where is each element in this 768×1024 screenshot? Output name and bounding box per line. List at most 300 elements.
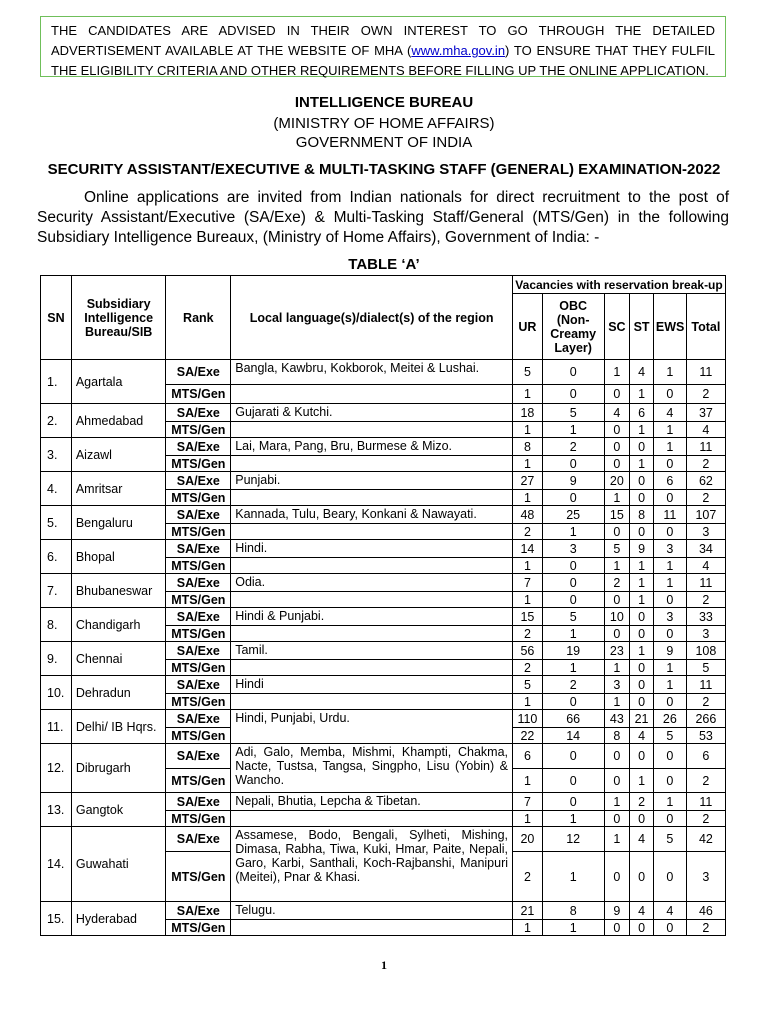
advisory-notice-box [40, 16, 726, 77]
mts-gen-obc: 1 [542, 811, 604, 827]
mts-gen-st: 0 [630, 524, 654, 540]
sa-exe-ur: 6 [513, 744, 543, 769]
mts-gen-total: 2 [686, 592, 725, 608]
sa-exe-ur: 20 [513, 827, 543, 852]
sa-exe-ews: 11 [653, 506, 686, 524]
empty-language-cell [231, 920, 513, 936]
mts-gen-sc: 0 [604, 769, 630, 793]
mts-gen-ews: 0 [653, 490, 686, 506]
sa-exe-ews: 4 [653, 404, 686, 422]
header-sn: SN [41, 276, 72, 360]
mts-gen-ur: 2 [513, 852, 543, 902]
sa-exe-st: 0 [630, 438, 654, 456]
sa-exe-total: 108 [686, 642, 725, 660]
mts-gen-total: 3 [686, 852, 725, 902]
sa-exe-ur: 18 [513, 404, 543, 422]
local-languages: Bangla, Kawbru, Kokborok, Meitei & Lushai. [231, 360, 513, 385]
mts-gen-sc: 1 [604, 558, 630, 574]
sa-exe-ur: 56 [513, 642, 543, 660]
empty-language-cell [231, 385, 513, 404]
serial-number: 5. [41, 506, 72, 540]
sa-exe-ews: 4 [653, 902, 686, 920]
local-languages: Odia. [231, 574, 513, 592]
mts-gen-total: 2 [686, 920, 725, 936]
mts-gen-ur: 1 [513, 558, 543, 574]
sa-exe-total: 6 [686, 744, 725, 769]
sa-exe-total: 11 [686, 793, 725, 811]
sa-exe-ur: 110 [513, 710, 543, 728]
sa-exe-st: 0 [630, 472, 654, 490]
sa-exe-obc: 0 [542, 360, 604, 385]
rank-mts-gen: MTS/Gen [166, 811, 231, 827]
mts-gen-sc: 0 [604, 592, 630, 608]
sa-exe-obc: 8 [542, 902, 604, 920]
mts-gen-ews: 5 [653, 728, 686, 744]
sa-exe-ews: 1 [653, 676, 686, 694]
table-row [41, 574, 726, 592]
sa-exe-st: 1 [630, 642, 654, 660]
sib-name: Chandigarh [71, 608, 166, 642]
sa-exe-st: 8 [630, 506, 654, 524]
sib-name: Hyderabad [71, 902, 166, 936]
mts-gen-ur: 1 [513, 385, 543, 404]
rank-mts-gen: MTS/Gen [166, 728, 231, 744]
local-languages: Punjabi. [231, 472, 513, 490]
mts-gen-st: 0 [630, 694, 654, 710]
header-ews: EWS [653, 294, 686, 360]
local-languages: Telugu. [231, 902, 513, 920]
sa-exe-sc: 0 [604, 438, 630, 456]
local-languages: Hindi [231, 676, 513, 694]
mts-gen-obc: 0 [542, 694, 604, 710]
sib-name: Gangtok [71, 793, 166, 827]
table-row [41, 676, 726, 694]
sa-exe-obc: 19 [542, 642, 604, 660]
ministry-title: (MINISTRY OF HOME AFFAIRS) [273, 115, 495, 132]
sa-exe-total: 46 [686, 902, 725, 920]
mts-gen-obc: 0 [542, 385, 604, 404]
mts-gen-st: 0 [630, 920, 654, 936]
local-languages: Gujarati & Kutchi. [231, 404, 513, 422]
serial-number: 3. [41, 438, 72, 472]
mts-gen-ur: 1 [513, 422, 543, 438]
mts-gen-sc: 8 [604, 728, 630, 744]
mts-gen-obc: 0 [542, 456, 604, 472]
sib-name: Delhi/ IB Hqrs. [71, 710, 166, 744]
rank-mts-gen: MTS/Gen [166, 920, 231, 936]
sib-name: Amritsar [71, 472, 166, 506]
sa-exe-obc: 12 [542, 827, 604, 852]
mts-gen-ews: 0 [653, 694, 686, 710]
table-row [41, 404, 726, 422]
mts-gen-ews: 1 [653, 660, 686, 676]
mts-gen-ews: 0 [653, 769, 686, 793]
mts-gen-obc: 0 [542, 558, 604, 574]
sa-exe-total: 37 [686, 404, 725, 422]
rank-mts-gen: MTS/Gen [166, 385, 231, 404]
table-row [41, 506, 726, 524]
sa-exe-total: 11 [686, 676, 725, 694]
mts-gen-sc: 0 [604, 852, 630, 902]
rank-sa-exe: SA/Exe [166, 360, 231, 385]
serial-number: 14. [41, 827, 72, 902]
vacancy-table [40, 275, 726, 936]
sib-name: Guwahati [71, 827, 166, 902]
empty-language-cell [231, 490, 513, 506]
serial-number: 4. [41, 472, 72, 506]
serial-number: 15. [41, 902, 72, 936]
rank-sa-exe: SA/Exe [166, 710, 231, 728]
mts-gen-obc: 0 [542, 490, 604, 506]
mts-gen-st: 0 [630, 852, 654, 902]
sa-exe-total: 11 [686, 574, 725, 592]
vacancy-table-body [41, 360, 726, 936]
mts-gen-total: 4 [686, 558, 725, 574]
sib-name: Dibrugarh [71, 744, 166, 793]
mts-gen-st: 0 [630, 490, 654, 506]
mts-gen-total: 2 [686, 385, 725, 404]
mts-gen-st: 0 [630, 811, 654, 827]
sib-name: Agartala [71, 360, 166, 404]
sa-exe-st: 1 [630, 574, 654, 592]
empty-language-cell [231, 626, 513, 642]
header-vacancies: Vacancies with reservation break-up [513, 276, 726, 294]
local-languages: Tamil. [231, 642, 513, 660]
mts-gen-ur: 1 [513, 490, 543, 506]
serial-number: 9. [41, 642, 72, 676]
table-row [41, 744, 726, 769]
mts-gen-st: 0 [630, 660, 654, 676]
mts-gen-ur: 2 [513, 660, 543, 676]
mts-gen-ews: 0 [653, 385, 686, 404]
empty-language-cell [231, 456, 513, 472]
rank-mts-gen: MTS/Gen [166, 660, 231, 676]
sa-exe-ews: 1 [653, 438, 686, 456]
sa-exe-st: 4 [630, 827, 654, 852]
mts-gen-obc: 1 [542, 660, 604, 676]
mts-gen-sc: 0 [604, 920, 630, 936]
table-row [41, 438, 726, 456]
sa-exe-obc: 0 [542, 574, 604, 592]
mts-gen-st: 1 [630, 422, 654, 438]
mts-gen-ews: 0 [653, 852, 686, 902]
sa-exe-ur: 8 [513, 438, 543, 456]
mts-gen-sc: 0 [604, 626, 630, 642]
sa-exe-ews: 1 [653, 793, 686, 811]
sa-exe-ur: 48 [513, 506, 543, 524]
mts-gen-ur: 1 [513, 694, 543, 710]
sa-exe-sc: 43 [604, 710, 630, 728]
sa-exe-ews: 6 [653, 472, 686, 490]
sa-exe-ews: 26 [653, 710, 686, 728]
table-row [41, 642, 726, 660]
table-row [41, 472, 726, 490]
sa-exe-sc: 3 [604, 676, 630, 694]
table-row [41, 710, 726, 728]
sa-exe-obc: 66 [542, 710, 604, 728]
header-language: Local language(s)/dialect(s) of the region [231, 276, 513, 360]
sa-exe-obc: 5 [542, 404, 604, 422]
sa-exe-st: 0 [630, 676, 654, 694]
rank-mts-gen: MTS/Gen [166, 456, 231, 472]
rank-mts-gen: MTS/Gen [166, 422, 231, 438]
mts-gen-sc: 1 [604, 660, 630, 676]
table-row [41, 902, 726, 920]
mts-gen-st: 4 [630, 728, 654, 744]
mts-gen-obc: 1 [542, 852, 604, 902]
sa-exe-obc: 25 [542, 506, 604, 524]
mts-gen-ews: 1 [653, 558, 686, 574]
sib-name: Bhubaneswar [71, 574, 166, 608]
serial-number: 13. [41, 793, 72, 827]
rank-sa-exe: SA/Exe [166, 642, 231, 660]
header-ur: UR [513, 294, 543, 360]
sa-exe-ews: 9 [653, 642, 686, 660]
sib-name: Ahmedabad [71, 404, 166, 438]
sa-exe-sc: 10 [604, 608, 630, 626]
local-languages: Hindi. [231, 540, 513, 558]
mts-gen-sc: 1 [604, 490, 630, 506]
sa-exe-total: 107 [686, 506, 725, 524]
local-languages: Hindi & Punjabi. [231, 608, 513, 626]
sa-exe-obc: 2 [542, 438, 604, 456]
sa-exe-sc: 1 [604, 793, 630, 811]
sa-exe-total: 62 [686, 472, 725, 490]
rank-mts-gen: MTS/Gen [166, 592, 231, 608]
mts-gen-st: 0 [630, 626, 654, 642]
mts-gen-ur: 1 [513, 811, 543, 827]
empty-language-cell [231, 694, 513, 710]
mts-gen-total: 3 [686, 626, 725, 642]
sib-name: Aizawl [71, 438, 166, 472]
rank-mts-gen: MTS/Gen [166, 558, 231, 574]
empty-language-cell [231, 660, 513, 676]
rank-sa-exe: SA/Exe [166, 744, 231, 769]
sa-exe-sc: 1 [604, 360, 630, 385]
table-row [41, 360, 726, 385]
mts-gen-ur: 1 [513, 920, 543, 936]
mts-gen-sc: 0 [604, 811, 630, 827]
serial-number: 12. [41, 744, 72, 793]
sa-exe-ews: 3 [653, 608, 686, 626]
rank-mts-gen: MTS/Gen [166, 852, 231, 902]
header-total: Total [686, 294, 725, 360]
local-languages: Hindi, Punjabi, Urdu. [231, 710, 513, 744]
sa-exe-ews: 3 [653, 540, 686, 558]
sa-exe-obc: 0 [542, 793, 604, 811]
empty-language-cell [231, 524, 513, 540]
header-sib: Subsidiary Intelligence Bureau/SIB [71, 276, 166, 360]
mts-gen-ur: 1 [513, 592, 543, 608]
mts-gen-obc: 1 [542, 920, 604, 936]
mts-gen-total: 4 [686, 422, 725, 438]
mts-gen-total: 2 [686, 769, 725, 793]
sa-exe-obc: 0 [542, 744, 604, 769]
sib-name: Bengaluru [71, 506, 166, 540]
rank-sa-exe: SA/Exe [166, 438, 231, 456]
sa-exe-ur: 7 [513, 793, 543, 811]
sa-exe-ur: 15 [513, 608, 543, 626]
rank-sa-exe: SA/Exe [166, 404, 231, 422]
mts-gen-total: 53 [686, 728, 725, 744]
mts-gen-ews: 1 [653, 422, 686, 438]
sa-exe-sc: 4 [604, 404, 630, 422]
table-row [41, 793, 726, 811]
intro-paragraph: Online applications are invited from Indian nationals for direct recruitment to the post of Security Assistant/Executive (SA/Exe) & Multi-Tasking Staff/General (MTS/Gen) in the following Subsidiary Intelligence Bureaux, (Ministry of Home Affairs), Government of India: - [37, 189, 729, 246]
rank-sa-exe: SA/Exe [166, 574, 231, 592]
header-sc: SC [604, 294, 630, 360]
sa-exe-ews: 0 [653, 744, 686, 769]
sa-exe-ur: 7 [513, 574, 543, 592]
local-languages: Kannada, Tulu, Beary, Konkani & Nawayati. [231, 506, 513, 524]
sa-exe-obc: 5 [542, 608, 604, 626]
page-number: 1 [381, 958, 387, 972]
notice-text-before: THE CANDIDATES ARE ADVISED IN THEIR OWN INTEREST TO GO THROUGH THE DETAILED ADVERTISEMENT AVAILABLE AT THE WEBSITE OF MHA ( [51, 23, 715, 58]
rank-sa-exe: SA/Exe [166, 902, 231, 920]
sa-exe-st: 0 [630, 744, 654, 769]
org-title: INTELLIGENCE BUREAU [294, 94, 474, 111]
mts-gen-obc: 1 [542, 422, 604, 438]
mts-gen-obc: 1 [542, 626, 604, 642]
mts-gen-ur: 1 [513, 769, 543, 793]
mts-gen-obc: 0 [542, 769, 604, 793]
rank-sa-exe: SA/Exe [166, 608, 231, 626]
mts-gen-sc: 0 [604, 385, 630, 404]
mts-gen-ews: 0 [653, 626, 686, 642]
table-row [41, 827, 726, 852]
exam-title: SECURITY ASSISTANT/EXECUTIVE & MULTI-TASKING STAFF (GENERAL) EXAMINATION-2022 [47, 161, 721, 178]
empty-language-cell [231, 592, 513, 608]
mts-gen-total: 2 [686, 694, 725, 710]
rank-mts-gen: MTS/Gen [166, 769, 231, 793]
sa-exe-st: 4 [630, 902, 654, 920]
notice-text-after: ) TO ENSURE THAT THEY FULFIL THE ELIGIBILITY CRITERIA AND OTHER REQUIREMENTS BEFORE FILLING UP THE ONLINE APPLICATION. [51, 43, 715, 78]
sa-exe-total: 34 [686, 540, 725, 558]
serial-number: 8. [41, 608, 72, 642]
sa-exe-sc: 9 [604, 902, 630, 920]
sa-exe-sc: 2 [604, 574, 630, 592]
mts-gen-obc: 14 [542, 728, 604, 744]
mts-gen-sc: 0 [604, 456, 630, 472]
mts-gen-ews: 0 [653, 592, 686, 608]
sa-exe-ur: 5 [513, 360, 543, 385]
mha-website-link[interactable]: www.mha.gov.in [411, 43, 506, 58]
sa-exe-sc: 5 [604, 540, 630, 558]
rank-mts-gen: MTS/Gen [166, 490, 231, 506]
sa-exe-obc: 9 [542, 472, 604, 490]
serial-number: 11. [41, 710, 72, 744]
empty-language-cell [231, 558, 513, 574]
rank-mts-gen: MTS/Gen [166, 694, 231, 710]
serial-number: 6. [41, 540, 72, 574]
mts-gen-st: 1 [630, 769, 654, 793]
sa-exe-total: 42 [686, 827, 725, 852]
sa-exe-sc: 0 [604, 744, 630, 769]
mts-gen-obc: 1 [542, 524, 604, 540]
rank-sa-exe: SA/Exe [166, 540, 231, 558]
header-st: ST [630, 294, 654, 360]
sa-exe-st: 6 [630, 404, 654, 422]
sa-exe-ews: 1 [653, 360, 686, 385]
empty-language-cell [231, 422, 513, 438]
sa-exe-sc: 20 [604, 472, 630, 490]
rank-sa-exe: SA/Exe [166, 506, 231, 524]
sib-name: Dehradun [71, 676, 166, 710]
sa-exe-st: 4 [630, 360, 654, 385]
mts-gen-total: 3 [686, 524, 725, 540]
sa-exe-st: 0 [630, 608, 654, 626]
sib-name: Bhopal [71, 540, 166, 574]
serial-number: 1. [41, 360, 72, 404]
mts-gen-ews: 0 [653, 920, 686, 936]
mts-gen-ur: 2 [513, 626, 543, 642]
mts-gen-total: 2 [686, 490, 725, 506]
serial-number: 7. [41, 574, 72, 608]
mts-gen-sc: 1 [604, 694, 630, 710]
sa-exe-sc: 15 [604, 506, 630, 524]
mts-gen-st: 1 [630, 456, 654, 472]
serial-number: 2. [41, 404, 72, 438]
serial-number: 10. [41, 676, 72, 710]
local-languages: Adi, Galo, Memba, Mishmi, Khampti, Chakma, Nacte, Tustsa, Tangsa, Singpho, Lisu (Yobin) & Wancho. [231, 744, 513, 793]
sa-exe-ur: 14 [513, 540, 543, 558]
sa-exe-total: 266 [686, 710, 725, 728]
sib-name: Chennai [71, 642, 166, 676]
local-languages: Lai, Mara, Pang, Bru, Burmese & Mizo. [231, 438, 513, 456]
empty-language-cell [231, 811, 513, 827]
sa-exe-sc: 23 [604, 642, 630, 660]
local-languages: Assamese, Bodo, Bengali, Sylheti, Mishing, Dimasa, Rabha, Tiwa, Kuki, Hmar, Paite, Nepali, Garo, Karbi, Santhali, Koch-Rajbanshi, Manipuri (Meitei), Pnar & Khasi. [231, 827, 513, 902]
sa-exe-st: 2 [630, 793, 654, 811]
local-languages: Nepali, Bhutia, Lepcha & Tibetan. [231, 793, 513, 811]
government-title: GOVERNMENT OF INDIA [295, 134, 473, 151]
mts-gen-ur: 2 [513, 524, 543, 540]
mts-gen-ur: 1 [513, 456, 543, 472]
table-row [41, 540, 726, 558]
rank-sa-exe: SA/Exe [166, 472, 231, 490]
mts-gen-ews: 0 [653, 456, 686, 472]
rank-mts-gen: MTS/Gen [166, 626, 231, 642]
mts-gen-total: 5 [686, 660, 725, 676]
header-rank: Rank [166, 276, 231, 360]
rank-sa-exe: SA/Exe [166, 827, 231, 852]
sa-exe-st: 9 [630, 540, 654, 558]
rank-sa-exe: SA/Exe [166, 676, 231, 694]
mts-gen-total: 2 [686, 811, 725, 827]
table-caption: TABLE ‘A’ [348, 256, 420, 273]
sa-exe-ur: 21 [513, 902, 543, 920]
mts-gen-ews: 0 [653, 524, 686, 540]
sa-exe-total: 11 [686, 438, 725, 456]
sa-exe-total: 33 [686, 608, 725, 626]
sa-exe-obc: 2 [542, 676, 604, 694]
sa-exe-ur: 27 [513, 472, 543, 490]
mts-gen-st: 1 [630, 592, 654, 608]
mts-gen-st: 1 [630, 385, 654, 404]
sa-exe-obc: 3 [542, 540, 604, 558]
mts-gen-ur: 22 [513, 728, 543, 744]
table-row [41, 608, 726, 626]
mts-gen-st: 1 [630, 558, 654, 574]
header-obc: OBC (Non-Creamy Layer) [542, 294, 604, 360]
mts-gen-sc: 0 [604, 422, 630, 438]
sa-exe-ews: 5 [653, 827, 686, 852]
sa-exe-st: 21 [630, 710, 654, 728]
sa-exe-ews: 1 [653, 574, 686, 592]
mts-gen-sc: 0 [604, 524, 630, 540]
mts-gen-total: 2 [686, 456, 725, 472]
mts-gen-obc: 0 [542, 592, 604, 608]
